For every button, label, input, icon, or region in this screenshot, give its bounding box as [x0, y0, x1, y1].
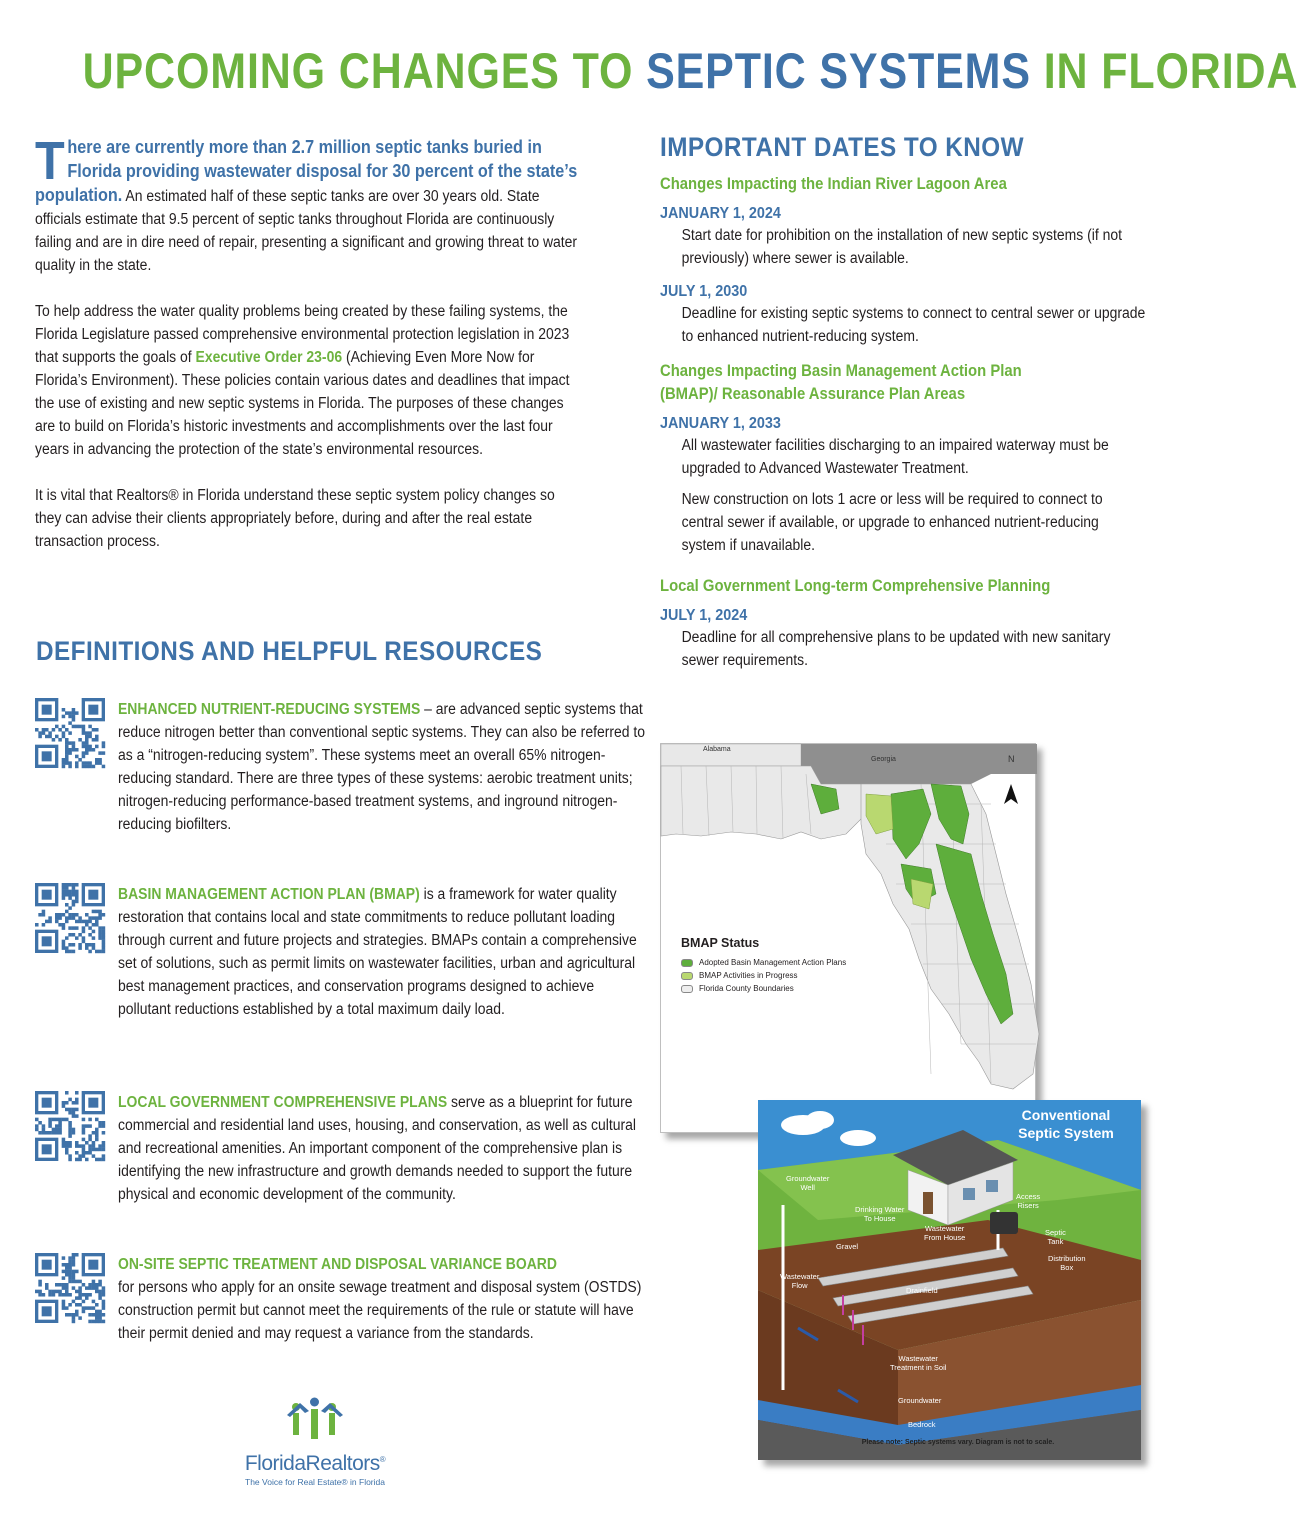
- north-arrow-icon: N: [1008, 754, 1015, 764]
- definition-enhanced-nutrient: [35, 698, 655, 836]
- definition-text: [118, 1253, 649, 1345]
- intro-p1-rest: An estimated half of these septic tanks are over 30 years old. State officials estimate that 9.5 percent of septic tanks throughout Florida are continuously failing and are in dire need of repair, presenting a significant and growing threat to water quality in the state.: [35, 188, 578, 274]
- intro-section: [35, 131, 584, 576]
- legend-item: [681, 982, 846, 995]
- date-description: Start date for prohibition on the installation of new septic systems (if not previously) where sewer is available.: [681, 227, 1123, 267]
- label-wastewater-from-house: Wastewater From House: [924, 1224, 966, 1242]
- intro-p2-after: (Achieving Even More Now for Florida’s Environment). These policies contain various dates and deadlines that impact the use of existing and new septic systems in Florida. The purposes of these changes are to build on Florida’s historic investments and accomplishments over the last four years in advancing the protection of the state’s environmental resources.: [35, 349, 570, 458]
- date-description: Deadline for all comprehensive plans to be updated with new sanitary sewer requirements.: [681, 629, 1111, 669]
- qr-code-icon[interactable]: [35, 1091, 105, 1161]
- definitions-heading: DEFINITIONS AND HELPFUL RESOURCES: [36, 636, 543, 666]
- legend-label: Adopted Basin Management Action Plans: [699, 958, 847, 967]
- definition-text: [118, 883, 649, 1021]
- bmap-status-map: [660, 743, 1036, 1133]
- label-drainfield: Drainfield: [906, 1286, 938, 1295]
- label-treatment-in-soil: Wastewater Treatment in Soil: [890, 1354, 947, 1372]
- septic-system-diagram: [758, 1100, 1141, 1460]
- map-label-georgia: Georgia: [871, 756, 896, 763]
- label-distribution-box: Distribution Box: [1048, 1254, 1086, 1272]
- definition-text: [118, 698, 649, 836]
- date-description: All wastewater facilities discharging to an impaired waterway must be upgraded to Advanced Wastewater Treatment.: [681, 437, 1109, 477]
- executive-order-link[interactable]: Executive Order 23-06: [195, 349, 343, 366]
- legend-title: BMAP Status: [681, 936, 760, 950]
- date-description: Deadline for existing septic systems to connect to central sewer or upgrade to enhanced nutrient-reducing system.: [681, 305, 1146, 345]
- label-septic-tank: Septic Tank: [1045, 1228, 1066, 1246]
- definition-body: for persons who apply for an onsite sewage treatment and disposal system (OSTDS) construction permit but cannot meet the requirements of the rule or statute will have their permit denied and may request a variance from the standards.: [118, 1279, 642, 1342]
- definition-variance-board: [35, 1253, 655, 1345]
- definition-body: is a framework for water quality restoration that contains local and state commitments to reduce pollutant loading through current and future projects and strategies. BMAPs contain a comprehensive set of solutions, such as permit limits on wastewater facilities, urban and agricultural best management practices, and conservation programs designed to achieve pollutant reductions established by a total maximum daily load.: [118, 886, 637, 1018]
- date-label: JULY 1, 2024: [660, 607, 748, 624]
- date-label: JULY 1, 2030: [660, 283, 748, 300]
- septic-diagram-title: [996, 1106, 1136, 1142]
- title-part-3: IN FLORIDA: [1030, 43, 1298, 99]
- label-gravel: Gravel: [836, 1242, 859, 1251]
- label-access-risers: Access Risers: [1016, 1192, 1041, 1210]
- definition-body: serve as a blueprint for future commercial and residential land uses, housing, and conservation, as well as cultural and recreational amenities. An important component of the comprehensive plan is identifying the new infrastructure and growth demands needed to support the future physical and economic development of the community.: [118, 1094, 636, 1203]
- date-description: New construction on lots 1 acre or less will be required to connect to central sewer if available, or upgrade to enhanced nutrient-reducing system if unavailable.: [681, 491, 1103, 554]
- qr-code-icon[interactable]: [35, 883, 105, 953]
- title-part-2: SEPTIC SYSTEMS: [646, 43, 1031, 99]
- legend-item: [681, 969, 846, 982]
- legend-label: Florida County Boundaries: [699, 984, 794, 993]
- label-bedrock: Bedrock: [908, 1420, 936, 1429]
- intro-paragraph-3: It is vital that Realtors® in Florida understand these septic system policy changes so they can advise their clients appropriately before, during and after the real estate transaction process.: [35, 487, 555, 550]
- map-legend: [681, 936, 846, 995]
- legend-swatch: [681, 972, 693, 980]
- subsection-title: Changes Impacting the Indian River Lagoon Area: [660, 175, 1007, 193]
- definition-comprehensive-plans: [35, 1091, 655, 1206]
- intro-p2-before: To help address the water quality problems being created by these failing systems, the Florida Legislature passed comprehensive environmental protection legislation in 2023 that supports the goals of: [35, 303, 570, 366]
- diagram-note: Please note: Septic systems vary. Diagram is not to scale.: [861, 1439, 1055, 1446]
- dates-heading: IMPORTANT DATES TO KNOW: [660, 132, 1025, 162]
- logo-wordmark: [235, 1452, 395, 1476]
- qr-code-icon[interactable]: [35, 698, 105, 768]
- title-part-1: UPCOMING CHANGES TO: [82, 43, 647, 99]
- subsection-title: Changes Impacting Basin Management Action Plan (BMAP)/ Reasonable Assurance Plan Areas: [660, 362, 1022, 403]
- important-dates-section: [660, 132, 1146, 684]
- logo-tagline: The Voice for Real Estate® in Florida: [245, 1477, 385, 1487]
- legend-swatch: [681, 959, 693, 967]
- septic-title-line-1: Conventional: [1021, 1107, 1111, 1123]
- intro-lead: here are currently more than 2.7 million septic tanks buried in Florida providing wastewater disposal for 30 percent of the state’s population.: [35, 137, 578, 205]
- definition-text: [118, 1091, 649, 1206]
- drop-cap: T: [35, 131, 65, 191]
- date-label: JANUARY 1, 2033: [660, 415, 781, 432]
- intro-paragraph-1: [35, 131, 584, 277]
- florida-realtors-logo[interactable]: [235, 1395, 395, 1487]
- septic-title-line-2: Septic System: [1018, 1125, 1114, 1141]
- logo-word-florida: Florida: [244, 1452, 306, 1475]
- label-drinking-water: Drinking Water To House: [855, 1205, 905, 1223]
- label-groundwater: Groundwater: [898, 1396, 942, 1405]
- definition-term: BASIN MANAGEMENT ACTION PLAN (BMAP): [118, 886, 420, 903]
- subsection-title: Local Government Long-term Comprehensive Planning: [660, 577, 1051, 595]
- qr-code-icon[interactable]: [35, 1253, 105, 1323]
- label-wastewater-flow: Wastewater Flow: [780, 1272, 820, 1290]
- definition-term: ENHANCED NUTRIENT-REDUCING SYSTEMS: [118, 701, 421, 718]
- legend-swatch: [681, 985, 693, 993]
- definition-bmap: [35, 883, 655, 1021]
- legend-label: BMAP Activities in Progress: [699, 971, 798, 980]
- realtors-logo-icon: [285, 1395, 345, 1445]
- definition-term: LOCAL GOVERNMENT COMPREHENSIVE PLANS: [118, 1094, 448, 1111]
- date-label: JANUARY 1, 2024: [660, 205, 781, 222]
- intro-paragraph-2: [35, 300, 584, 461]
- page-title: [82, 42, 1298, 100]
- logo-word-realtors: Realtors: [305, 1452, 380, 1475]
- map-label-alabama: Alabama: [703, 746, 731, 753]
- definition-body: – are advanced septic systems that reduce nitrogen better than conventional septic systems. They can also be referred to as a “nitrogen-reducing system”. These systems meet an overall 65% nitrogen-reducing standard. There are three types of these systems: aerobic treatment units; nitrogen-reducing performance-based treatment systems, and inground nitrogen-reducing biofilters.: [118, 701, 646, 833]
- logo-registered-mark: ®: [379, 1455, 386, 1464]
- label-groundwater-well: Groundwater Well: [786, 1174, 830, 1192]
- definition-term: ON-SITE SEPTIC TREATMENT AND DISPOSAL VARIANCE BOARD: [118, 1256, 557, 1273]
- legend-item: [681, 956, 846, 969]
